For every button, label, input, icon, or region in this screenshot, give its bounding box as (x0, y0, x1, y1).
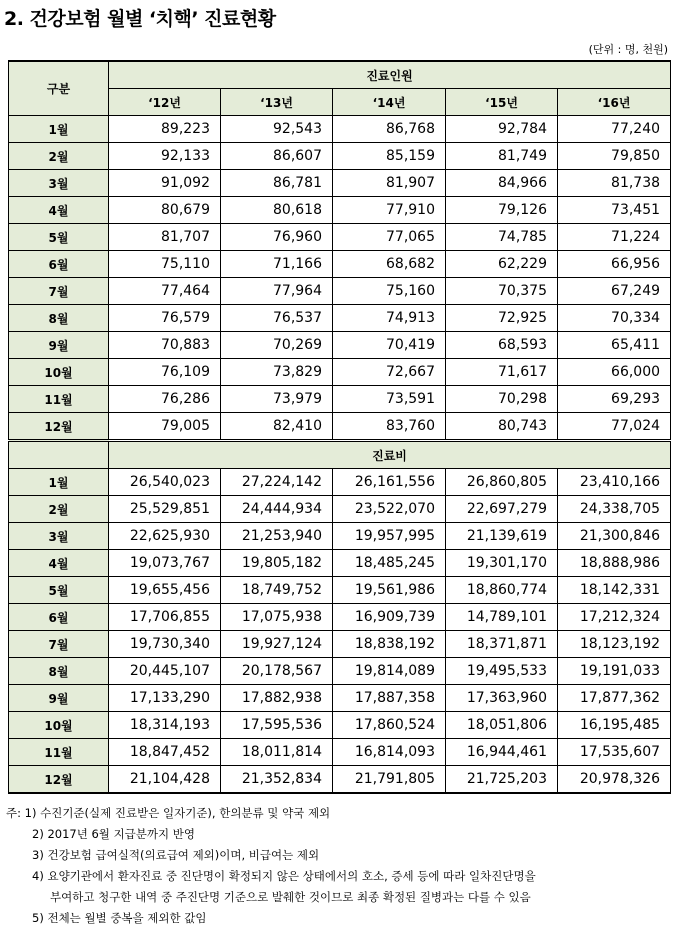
value-cell: 77,964 (221, 278, 333, 305)
value-cell: 75,110 (109, 251, 221, 278)
value-cell: 81,738 (558, 170, 671, 197)
value-cell: 19,191,033 (558, 658, 671, 685)
value-cell: 86,781 (221, 170, 333, 197)
table-row (9, 224, 671, 251)
month-label: 7월 (9, 278, 109, 305)
month-label: 7월 (9, 631, 109, 658)
value-cell: 86,768 (333, 116, 446, 143)
value-cell: 75,160 (333, 278, 446, 305)
category-header: 구분 (9, 61, 109, 116)
value-cell: 19,805,182 (221, 550, 333, 577)
table-row (9, 739, 671, 766)
value-cell: 69,293 (558, 386, 671, 413)
table-row (9, 197, 671, 224)
value-cell: 19,655,456 (109, 577, 221, 604)
value-cell: 17,133,290 (109, 685, 221, 712)
month-label: 1월 (9, 469, 109, 496)
value-cell: 67,249 (558, 278, 671, 305)
table-row (9, 143, 671, 170)
value-cell: 19,495,533 (446, 658, 558, 685)
footnote: 3) 건강보험 급여실적(의료급여 제외)이며, 비급여는 제외 (32, 848, 320, 862)
value-cell: 18,371,871 (446, 631, 558, 658)
value-cell: 18,142,331 (558, 577, 671, 604)
value-cell: 77,464 (109, 278, 221, 305)
value-cell: 18,838,192 (333, 631, 446, 658)
footnote: 4) 요양기관에서 환자진료 중 진단명이 확정되지 않은 상태에서의 호소, 증세 등에 따라 일차진단명을 (32, 869, 536, 883)
table-row (9, 658, 671, 685)
value-cell: 18,314,193 (109, 712, 221, 739)
month-label: 8월 (9, 658, 109, 685)
value-cell: 24,338,705 (558, 496, 671, 523)
value-cell: 81,907 (333, 170, 446, 197)
footnote: 주: 1) 수진기준(실제 진료받은 일자기준), 한의분류 및 약국 제외 (6, 806, 331, 820)
value-cell: 17,535,607 (558, 739, 671, 766)
value-cell: 66,956 (558, 251, 671, 278)
value-cell: 70,375 (446, 278, 558, 305)
month-label: 8월 (9, 305, 109, 332)
value-cell: 19,814,089 (333, 658, 446, 685)
value-cell: 77,024 (558, 413, 671, 441)
table-row (9, 577, 671, 604)
value-cell: 91,092 (109, 170, 221, 197)
year-header: ‘12년 (109, 89, 221, 116)
value-cell: 17,877,362 (558, 685, 671, 712)
value-cell: 17,882,938 (221, 685, 333, 712)
value-cell: 76,286 (109, 386, 221, 413)
value-cell: 18,051,806 (446, 712, 558, 739)
value-cell: 79,005 (109, 413, 221, 441)
value-cell: 70,883 (109, 332, 221, 359)
header-row-section2 (9, 441, 671, 469)
value-cell: 21,253,940 (221, 523, 333, 550)
value-cell: 17,887,358 (333, 685, 446, 712)
header-row-years (9, 89, 671, 116)
value-cell: 20,178,567 (221, 658, 333, 685)
month-label: 6월 (9, 604, 109, 631)
table-row (9, 604, 671, 631)
value-cell: 18,123,192 (558, 631, 671, 658)
month-label: 12월 (9, 766, 109, 794)
month-label: 10월 (9, 712, 109, 739)
value-cell: 23,410,166 (558, 469, 671, 496)
month-label: 5월 (9, 577, 109, 604)
value-cell: 62,229 (446, 251, 558, 278)
value-cell: 17,363,960 (446, 685, 558, 712)
value-cell: 27,224,142 (221, 469, 333, 496)
value-cell: 86,607 (221, 143, 333, 170)
month-label: 5월 (9, 224, 109, 251)
month-label: 3월 (9, 523, 109, 550)
value-cell: 16,814,093 (333, 739, 446, 766)
value-cell: 20,978,326 (558, 766, 671, 794)
year-header: ‘13년 (221, 89, 333, 116)
month-label: 6월 (9, 251, 109, 278)
value-cell: 79,850 (558, 143, 671, 170)
value-cell: 16,909,739 (333, 604, 446, 631)
value-cell: 22,625,930 (109, 523, 221, 550)
value-cell: 89,223 (109, 116, 221, 143)
value-cell: 21,139,619 (446, 523, 558, 550)
value-cell: 17,075,938 (221, 604, 333, 631)
month-label: 4월 (9, 197, 109, 224)
table-row (9, 685, 671, 712)
value-cell: 18,888,986 (558, 550, 671, 577)
value-cell: 76,960 (221, 224, 333, 251)
table-row (9, 332, 671, 359)
month-label: 11월 (9, 739, 109, 766)
category-header-blank (9, 441, 109, 469)
value-cell: 74,913 (333, 305, 446, 332)
year-header: ‘14년 (333, 89, 446, 116)
value-cell: 19,730,340 (109, 631, 221, 658)
table-row (9, 116, 671, 143)
month-label: 9월 (9, 685, 109, 712)
value-cell: 76,579 (109, 305, 221, 332)
table-row (9, 712, 671, 739)
value-cell: 70,419 (333, 332, 446, 359)
table-row (9, 278, 671, 305)
value-cell: 81,749 (446, 143, 558, 170)
table-row (9, 550, 671, 577)
value-cell: 19,957,995 (333, 523, 446, 550)
value-cell: 26,860,805 (446, 469, 558, 496)
table-row (9, 305, 671, 332)
value-cell: 23,522,070 (333, 496, 446, 523)
table-row (9, 469, 671, 496)
footnote: 2) 2017년 6월 지급분까지 반영 (32, 827, 195, 841)
year-header: ‘15년 (446, 89, 558, 116)
value-cell: 14,789,101 (446, 604, 558, 631)
costs-section (9, 469, 671, 794)
value-cell: 17,595,536 (221, 712, 333, 739)
value-cell: 18,749,752 (221, 577, 333, 604)
value-cell: 77,065 (333, 224, 446, 251)
value-cell: 72,667 (333, 359, 446, 386)
section-header-patients: 진료인원 (109, 61, 671, 89)
value-cell: 92,133 (109, 143, 221, 170)
value-cell: 92,784 (446, 116, 558, 143)
value-cell: 20,445,107 (109, 658, 221, 685)
value-cell: 77,910 (333, 197, 446, 224)
footnote: 5) 전체는 월별 중복을 제외한 값임 (32, 911, 207, 925)
table-row (9, 251, 671, 278)
month-label: 10월 (9, 359, 109, 386)
value-cell: 19,561,986 (333, 577, 446, 604)
month-label: 1월 (9, 116, 109, 143)
value-cell: 17,860,524 (333, 712, 446, 739)
value-cell: 81,707 (109, 224, 221, 251)
value-cell: 79,126 (446, 197, 558, 224)
footnote: 부여하고 청구한 내역 중 주진단명 기준으로 발췌한 것이므로 최종 확정된 질병과는 다를 수 있음 (50, 890, 531, 904)
value-cell: 92,543 (221, 116, 333, 143)
value-cell: 25,529,851 (109, 496, 221, 523)
value-cell: 18,485,245 (333, 550, 446, 577)
value-cell: 82,410 (221, 413, 333, 441)
value-cell: 65,411 (558, 332, 671, 359)
month-label: 12월 (9, 413, 109, 441)
month-label: 9월 (9, 332, 109, 359)
month-label: 2월 (9, 143, 109, 170)
value-cell: 19,301,170 (446, 550, 558, 577)
value-cell: 18,847,452 (109, 739, 221, 766)
value-cell: 21,300,846 (558, 523, 671, 550)
value-cell: 21,104,428 (109, 766, 221, 794)
value-cell: 76,109 (109, 359, 221, 386)
unit-label: (단위 : 명, 천원) (588, 43, 668, 56)
table-row (9, 359, 671, 386)
value-cell: 19,927,124 (221, 631, 333, 658)
page-title: 2. 건강보험 월별 ‘치핵’ 진료현황 (4, 8, 276, 30)
header-row-section1 (9, 61, 671, 89)
value-cell: 17,212,324 (558, 604, 671, 631)
patients-section (9, 116, 671, 441)
table-row (9, 766, 671, 794)
value-cell: 16,944,461 (446, 739, 558, 766)
month-label: 2월 (9, 496, 109, 523)
month-label: 3월 (9, 170, 109, 197)
value-cell: 71,224 (558, 224, 671, 251)
value-cell: 73,591 (333, 386, 446, 413)
value-cell: 26,540,023 (109, 469, 221, 496)
year-header: ‘16년 (558, 89, 671, 116)
value-cell: 68,682 (333, 251, 446, 278)
table-row (9, 413, 671, 441)
value-cell: 71,617 (446, 359, 558, 386)
value-cell: 18,011,814 (221, 739, 333, 766)
monthly-treatment-table (8, 60, 671, 794)
value-cell: 84,966 (446, 170, 558, 197)
value-cell: 70,334 (558, 305, 671, 332)
value-cell: 68,593 (446, 332, 558, 359)
value-cell: 18,860,774 (446, 577, 558, 604)
value-cell: 21,352,834 (221, 766, 333, 794)
value-cell: 21,791,805 (333, 766, 446, 794)
table-row (9, 523, 671, 550)
table-row (9, 170, 671, 197)
value-cell: 80,679 (109, 197, 221, 224)
value-cell: 24,444,934 (221, 496, 333, 523)
table-row (9, 386, 671, 413)
value-cell: 73,979 (221, 386, 333, 413)
value-cell: 80,743 (446, 413, 558, 441)
table-row (9, 631, 671, 658)
value-cell: 22,697,279 (446, 496, 558, 523)
value-cell: 77,240 (558, 116, 671, 143)
value-cell: 85,159 (333, 143, 446, 170)
value-cell: 74,785 (446, 224, 558, 251)
value-cell: 72,925 (446, 305, 558, 332)
value-cell: 66,000 (558, 359, 671, 386)
value-cell: 73,451 (558, 197, 671, 224)
value-cell: 21,725,203 (446, 766, 558, 794)
value-cell: 71,166 (221, 251, 333, 278)
month-label: 11월 (9, 386, 109, 413)
value-cell: 83,760 (333, 413, 446, 441)
value-cell: 73,829 (221, 359, 333, 386)
value-cell: 70,298 (446, 386, 558, 413)
value-cell: 76,537 (221, 305, 333, 332)
value-cell: 80,618 (221, 197, 333, 224)
section-header-costs: 진료비 (109, 441, 671, 469)
value-cell: 17,706,855 (109, 604, 221, 631)
value-cell: 16,195,485 (558, 712, 671, 739)
value-cell: 19,073,767 (109, 550, 221, 577)
footnotes (6, 803, 536, 929)
value-cell: 26,161,556 (333, 469, 446, 496)
value-cell: 70,269 (221, 332, 333, 359)
month-label: 4월 (9, 550, 109, 577)
table-row (9, 496, 671, 523)
